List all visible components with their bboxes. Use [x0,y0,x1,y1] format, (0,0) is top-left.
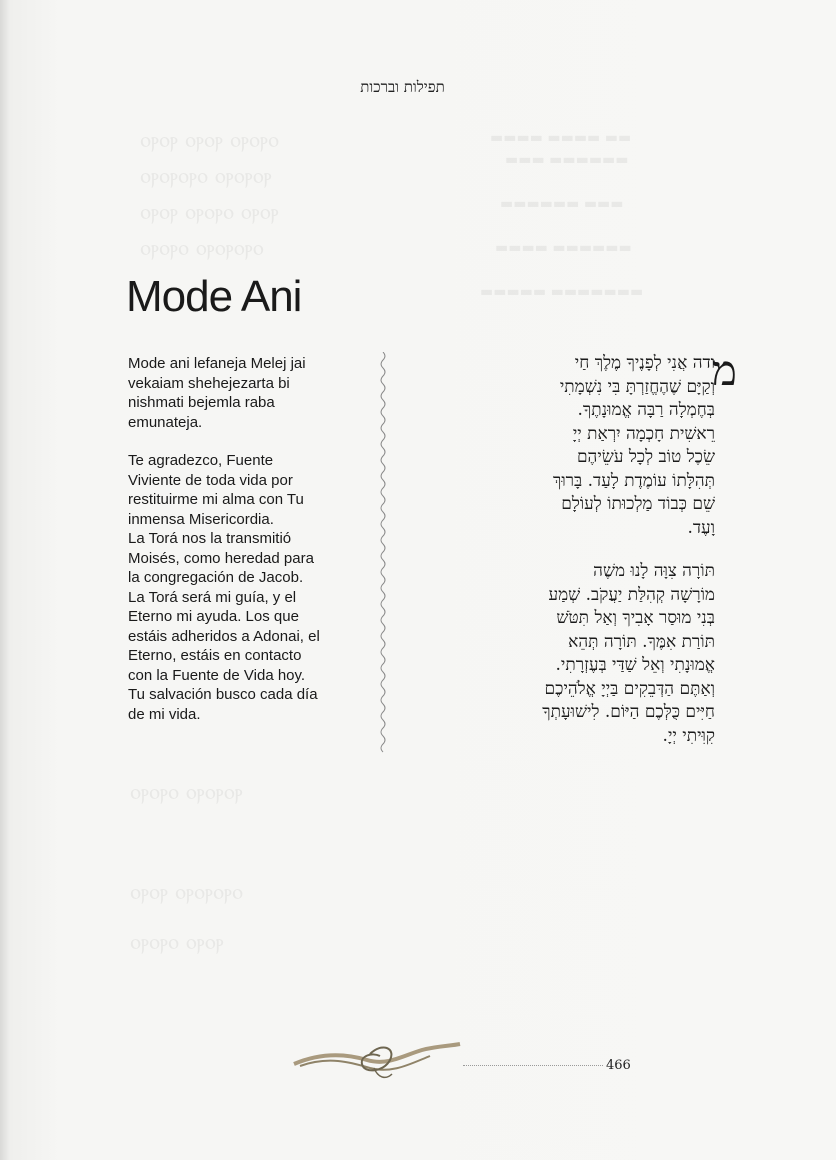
hebrew-paragraph-2: תּוֹרָה צִוָּה לָנוּ משֶׁה מוֹרָשָׁה קְהִלַּת יַעֲקֹב. שְׁמַע בְּנִי מוּסַר אָבִיךָ וְאַל תִּטֹּשׁ תּוֹרַת אִמֶּךָ. תּוֹרָה תְּהֵא אֱמוּנָתִי וְאֵל שַׁדַּי בְּעֶזְרָתִי. וְאַתֶּם הַדְּבֵקִים בַּיְיָ אֱלֹהֵיכֶם חַיִּים כֻּלְּכֶם הַיּוֹם. לִישׁוּעָתְךָ קִוִּיתִי יְיָ. [542,561,715,746]
running-head: תפילות וברכות [360,78,445,96]
hebrew-paragraph-1: ודה אֲנִי לְפָנֶיךָ מֶלֶךְ חַי וְקַיָּם שֶׁהֶחֱזַרְתָּ בִּי נִשְׁמָתִי בְּחֶמְלָה רַבָּה אֱמוּנָתֶךָ. רֵאשִׁית חָכְמָה יִרְאַת יְיָ שֵׂכֶל טוֹב לְכָל עֹשֵׂיהֶם תְּהִלָּתוֹ עוֹמֶדֶת לָעַד. בָּרוּךְ שֵׁם כְּבוֹד מַלְכוּתוֹ לְעוֹלָם וָעֶד. [552,353,715,538]
page-number: 466 [606,1058,631,1073]
hebrew-drop-cap: מ [712,346,737,395]
translation-paragraph: Te agradezco, Fuente Viviente de toda vida por restituirme mi alma con Tu inmensa Misericordia. La Torá nos la transmitió Moisés, como heredad para la congregación de Jacob. La Torá será mi guía, y el Eterno mi ayuda. Los que estáis adheridos a Adonai, el Eterno, estáis en contacto con la Fuente de Vida hoy. Tu salvación busco cada día de mi vida. [128,452,320,723]
transliteration-paragraph: Mode ani lefaneja Melej jai vekaiam shehejezarta bi nishmati bejemla raba emunateja. [128,355,306,431]
wavy-column-divider [374,352,392,754]
hebrew-column [445,352,715,748]
spanish-column [128,354,360,724]
show-through-background: ⲟⲣⲟⲣ ⲟⲣⲟⲣ ⲟⲣⲟⲣⲟ ⲟⲣⲟⲣⲟⲣⲟ ⲟⲣⲟⲣⲟⲣ ⲟⲣⲟⲣ ⲟⲣⲟⲣⲟ ⲟⲣⲟⲣ ⲟⲣⲟⲣⲟ ⲟⲣⲟⲣⲟⲣⲟ ▬▬▬▬ ▬▬▬▬ ▬▬ ▬▬▬ ▬▬▬▬▬▬ ▬▬▬▬▬▬ ▬▬▬ ▬▬▬▬ ▬▬▬▬▬▬ ▬▬▬▬▬ ▬▬▬▬▬▬▬ ⲟⲣⲟⲣⲟ ⲟⲣⲟⲣⲟⲣ ⲟⲣⲟⲣ ⲟⲣⲟⲣⲟⲣⲟ ⲟⲣⲟⲣⲟ ⲟⲣⲟⲣ [130,128,644,955]
footer-rule [463,1065,603,1066]
page-title: Mode Ani [126,272,302,321]
ribbon-ornament-icon [292,1034,462,1084]
